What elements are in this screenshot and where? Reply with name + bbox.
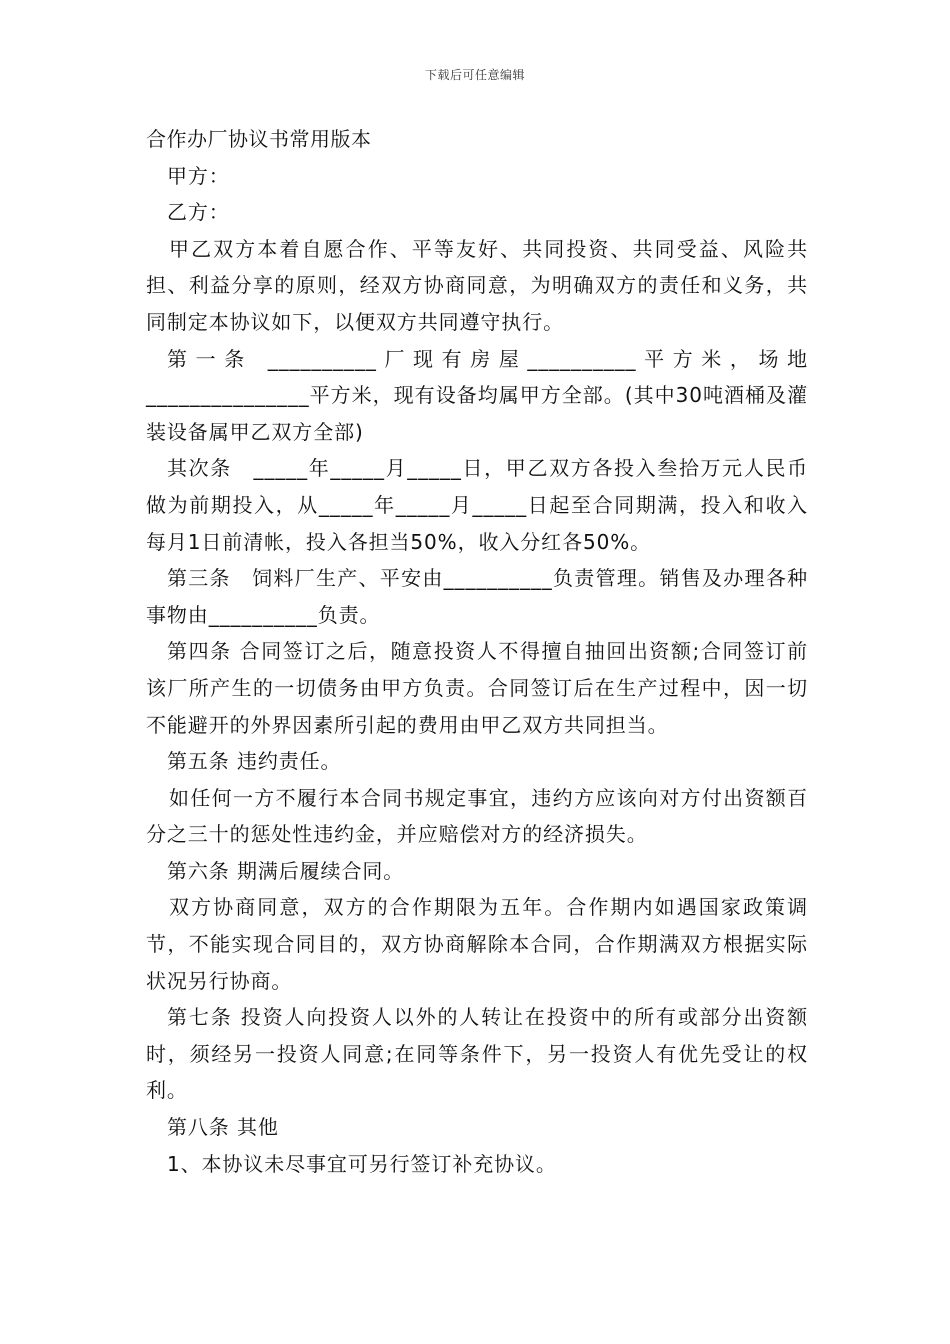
article-5-title: 第五条 违约责任。 — [167, 749, 342, 774]
article-4: 第四条 合同签订之后，随意投资人不得擅自抽回出资额;合同签订前该厂所产生的一切债务由甲方负责。合同签订后在生产过程中，因一切不能避开的外界因素所引起的费用由甲乙双方共同担当。 — [146, 639, 808, 737]
party-a-line: 甲方： — [167, 163, 230, 188]
document-title: 合作办厂协议书常用版本 — [146, 127, 372, 151]
article-5-body: 如任何一方不履行本合同书规定事宜，违约方应该向对方付出资额百分之三十的惩处性违约金，并应赔偿对方的经济损失。 — [146, 785, 808, 847]
article-8-item-1: 1、本协议未尽事宜可另行签订补充协议。 — [167, 1151, 557, 1176]
article-6-body: 双方协商同意，双方的合作期限为五年。合作期内如遇国家政策调节，不能实现合同目的，双方协商解除本合同，合作期满双方根据实际状况另行协商。 — [146, 895, 808, 993]
intro-paragraph: 甲乙双方本着自愿合作、平等友好、共同投资、共同受益、风险共担、利益分享的原则，经双方协商同意，为明确双方的责任和义务，共同制定本协议如下，以便双方共同遵守执行。 — [146, 236, 808, 334]
document-body — [146, 121, 808, 1182]
page-header-note: 下载后可任意编辑 — [424, 68, 525, 82]
article-3: 第三条 饲料厂生产、平安由__________负责管理。销售及办理各种事物由__________负责。 — [146, 566, 808, 627]
article-8-title: 第八条 其他 — [167, 1115, 279, 1140]
article-2: 其次条 _____年_____月_____日，甲乙双方各投入叁拾万元人民币做为前期投入，从_____年_____月_____日起至合同期满，投入和收入每月1日前清帐，投入各担当50%，收入分红各50%。 — [146, 456, 808, 554]
article-7: 第七条 投资人向投资人以外的人转让在投资中的所有或部分出资额时，须经另一投资人同意;在同等条件下，另一投资人有优先受让的权利。 — [146, 1005, 808, 1103]
article-1: 第一条 __________厂现有房屋__________平方米，场地_______________平方米，现有设备均属甲方全部。(其中30吨酒桶及灌装设备属甲乙双方全部) — [146, 346, 808, 444]
party-b-line: 乙方： — [167, 200, 230, 225]
article-6-title: 第六条 期满后履续合同。 — [167, 858, 405, 883]
